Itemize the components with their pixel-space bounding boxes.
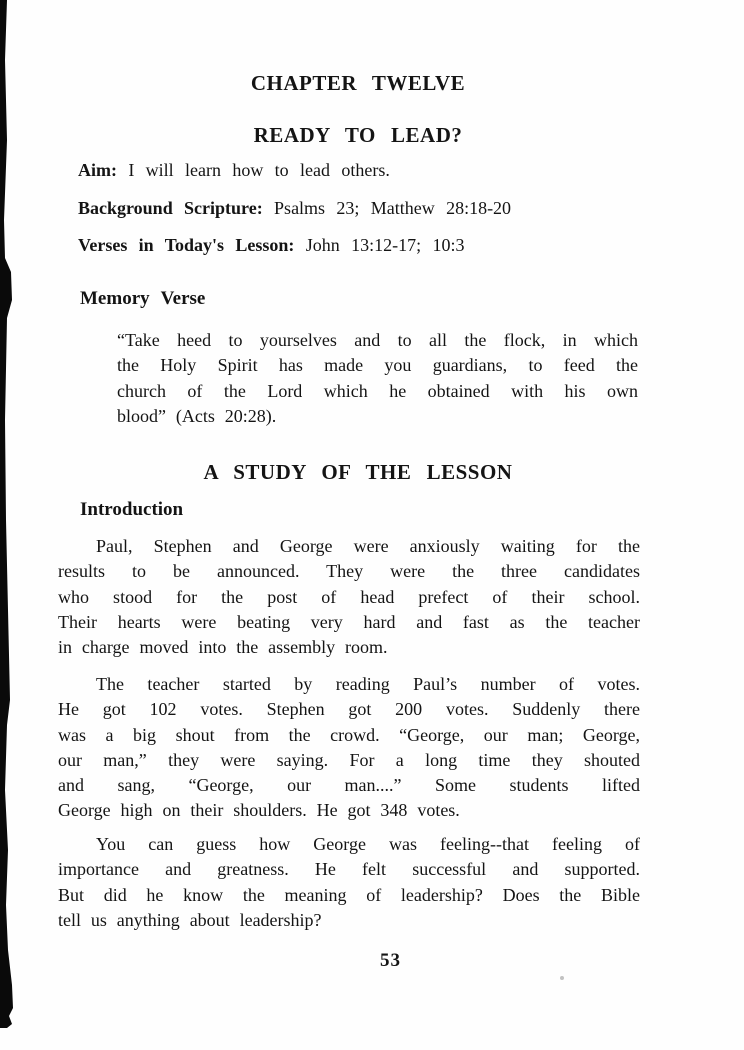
intro-paragraph-1 bbox=[58, 534, 640, 660]
text-line: He got 102 votes. Stephen got 200 votes. Suddenly there bbox=[58, 699, 640, 720]
text-line: results to be announced. They were the three candidates bbox=[58, 561, 640, 582]
chapter-kicker: CHAPTER TWELVE bbox=[250, 71, 466, 95]
text-line: But did he know the meaning of leadership? Does the Bible bbox=[58, 884, 640, 905]
gutter-shape bbox=[0, 0, 16, 1030]
verses-text: John 13:12-17; 10:3 bbox=[305, 235, 465, 255]
text-line: You can guess how George was feeling--that feeling of bbox=[96, 834, 640, 854]
chapter-title: READY TO LEAD? bbox=[253, 123, 463, 147]
background-scripture-text: Psalms 23; Matthew 28:18-20 bbox=[274, 198, 512, 218]
background-scripture-line bbox=[78, 198, 658, 218]
text-line: Their hearts were beating very hard and fast as the teacher bbox=[58, 611, 640, 632]
text-line: “Take heed to yourselves and to all the flock, in which bbox=[117, 330, 638, 350]
text-line: George high on their shoulders. He got 348 votes. bbox=[58, 800, 460, 821]
text-line: who stood for the post of head prefect of their school. bbox=[58, 586, 640, 607]
text-line: tell us anything about leadership? bbox=[58, 909, 322, 930]
verses-label: Verses in Today's Lesson: bbox=[78, 235, 295, 255]
memory-verse-text bbox=[117, 328, 638, 429]
aim-label: Aim: bbox=[78, 160, 117, 180]
verses-line bbox=[78, 235, 658, 255]
text-line: church of the Lord which he obtained with his own bbox=[117, 380, 638, 401]
introduction-heading: Introduction bbox=[80, 499, 184, 520]
text-line: the Holy Spirit has made you guardians, to feed the bbox=[117, 355, 638, 376]
memory-verse-heading: Memory Verse bbox=[80, 288, 206, 309]
text-line: was a big shout from the crowd. “George, our man; George, bbox=[58, 724, 640, 745]
text-line: blood” (Acts 20:28). bbox=[117, 405, 277, 426]
text-line: importance and greatness. He felt successful and supported. bbox=[58, 859, 640, 880]
intro-paragraph-3 bbox=[58, 832, 640, 933]
page-number: 53 bbox=[380, 950, 401, 971]
intro-paragraph-2 bbox=[58, 672, 640, 824]
scan-gutter-bar bbox=[0, 0, 16, 1030]
study-heading: A STUDY OF THE LESSON bbox=[203, 460, 513, 484]
text-line: The teacher started by reading Paul’s number of votes. bbox=[96, 674, 640, 694]
aim-text: I will learn how to lead others. bbox=[128, 160, 390, 180]
background-scripture-label: Background Scripture: bbox=[78, 198, 263, 218]
aim-line bbox=[78, 160, 658, 180]
text-line: our man,” they were saying. For a long time they shouted bbox=[58, 749, 640, 770]
text-line: Paul, Stephen and George were anxiously waiting for the bbox=[96, 536, 640, 556]
text-line: in charge moved into the assembly room. bbox=[58, 637, 388, 658]
text-line: and sang, “George, our man....” Some students lifted bbox=[58, 775, 640, 796]
scan-speck bbox=[560, 976, 564, 980]
